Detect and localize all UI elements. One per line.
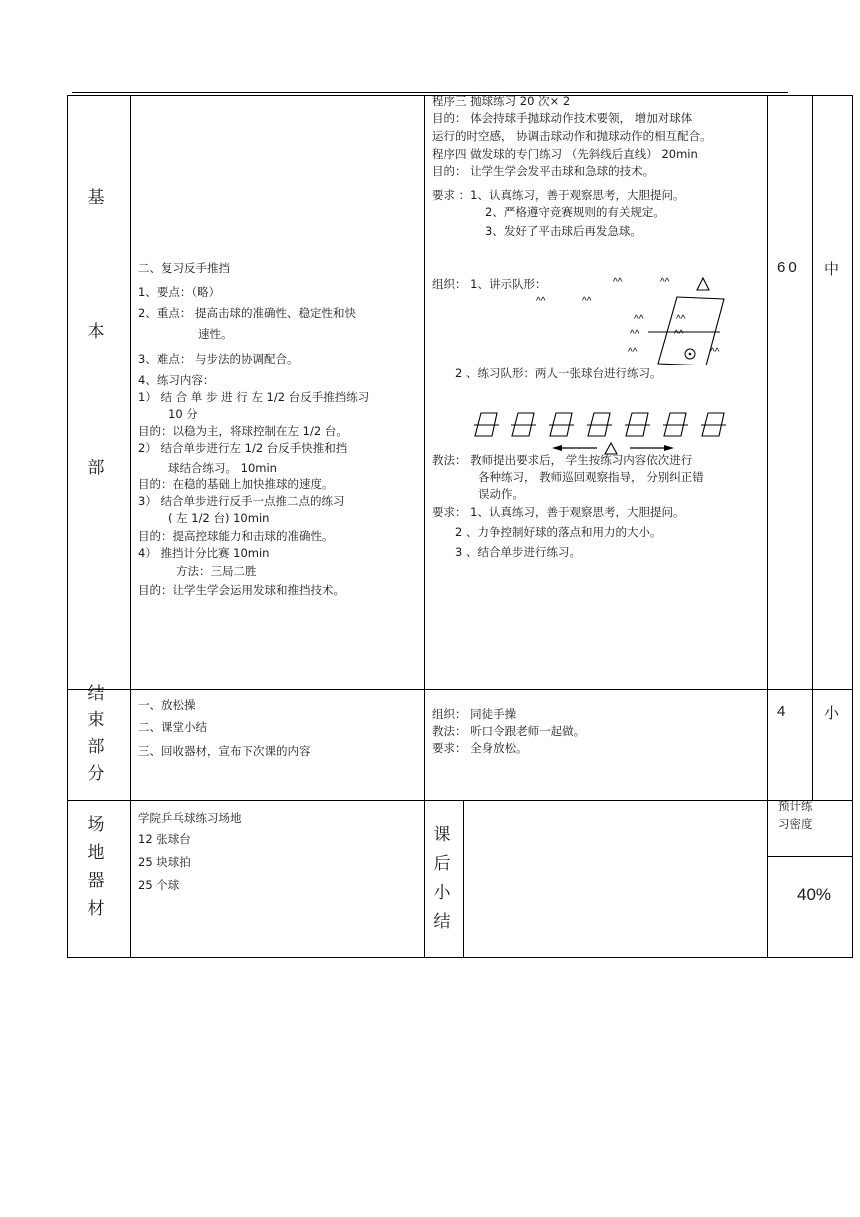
mark-8: ^^: [674, 329, 684, 340]
key-points: 1、要点：（略）: [138, 285, 221, 299]
basic-label-1: 基: [87, 188, 105, 208]
item-2-line-2: 球结合练习。 10min: [168, 461, 277, 475]
item-1-line-1: 1） 结 合 单 步 进 行 左 1/2 台反手推挡练习: [138, 390, 370, 404]
end-item-3: 三、回收器材，宣布下次课的内容: [138, 744, 311, 758]
formation-diagram: [520, 270, 740, 365]
difficulty: 3、难点： 与步法的协调配合。: [138, 352, 299, 366]
method-line-3: 误动作。: [478, 487, 524, 501]
table-left-border: [67, 95, 68, 957]
density-value: 40%: [797, 885, 832, 904]
col-divider-4: [812, 95, 813, 800]
table-right-border: [852, 95, 853, 957]
review-title: 二、复习反手推挡: [138, 261, 230, 275]
col-divider-summary: [463, 800, 464, 957]
basic-label-3: 部: [87, 458, 105, 478]
top-rule: [72, 92, 788, 93]
end-item-1: 一、放松操: [138, 698, 196, 712]
item-2-line-1: 2） 结合单步进行左 1/2 台反手快推和挡: [138, 441, 348, 455]
table-bottom-border: [67, 957, 853, 958]
end-item-2: 二、课堂小结: [138, 720, 207, 734]
require1-line-1: 要求 ：1、认真练习，善于观察思考，大胆提问。: [432, 188, 685, 202]
item-3-line-1: 3） 结合单步进行反手一点推二点的练习: [138, 494, 345, 508]
venue-balls: 25 个球: [138, 878, 180, 892]
summary-label-3: 小: [433, 883, 451, 903]
focus-line-1: 2、重点： 提高击球的准确性、稳定性和快: [138, 306, 356, 320]
item-4-purpose: 目的：让学生学会运用发球和推挡技术。: [138, 583, 345, 597]
mark-6: ^^: [676, 314, 686, 325]
mark-9: ^^: [628, 347, 638, 358]
density-label-2: 习密度: [778, 817, 813, 831]
coach-triangle-icon: [697, 278, 709, 290]
summary-label-1: 课: [433, 825, 451, 845]
mark-1: ^^: [613, 277, 623, 288]
focus-line-2: 速性。: [198, 327, 233, 341]
item-2-purpose: 目的：在稳的基础上加快推球的速度。: [138, 477, 334, 491]
practice-content: 4、练习内容：: [138, 373, 215, 387]
end-time: 4: [777, 703, 786, 720]
col-divider-1: [130, 95, 131, 957]
row-divider-2: [67, 800, 853, 801]
require2-line-3: 3 、结合单步进行练习。: [455, 545, 581, 559]
method-line-2: 各种练习， 教师巡回观察指导， 分别纠正错: [478, 470, 704, 484]
venue-label-2: 地: [87, 843, 105, 863]
end-label-4: 分: [87, 764, 105, 784]
end-intensity: 小: [824, 704, 840, 722]
require1-line-2: 2、严格遵守竞赛规则的有关规定。: [485, 205, 665, 219]
venue-label-1: 场: [87, 815, 105, 835]
require2-line-1: 要求： 1、认真练习，善于观察思考，大胆提问。: [432, 505, 685, 519]
venue-rackets: 25 块球拍: [138, 855, 191, 869]
mark-2: ^^: [660, 277, 670, 288]
mark-4: ^^: [582, 296, 592, 307]
basic-time: 60: [777, 259, 800, 276]
item-1-purpose: 目的：以稳为主，将球控制在左 1/2 台。: [138, 424, 348, 438]
proc3-purpose-2: 运行的时空感， 协调击球动作和抛球动作的相互配合。: [432, 129, 712, 143]
item-3-purpose: 目的：提高控球能力和击球的准确性。: [138, 529, 334, 543]
row-divider-1: [67, 689, 853, 690]
item-1-line-2: 10 分: [168, 407, 198, 421]
org-formation-1: 组织： 1、讲示队形：: [432, 277, 547, 291]
venue-tables: 12 张球台: [138, 832, 191, 846]
col-divider-2: [424, 95, 425, 957]
require2-line-2: 2 、力争控制好球的落点和用力的大小。: [455, 525, 662, 539]
item-3-line-2: ( 左 1/2 台) 10min: [168, 511, 270, 525]
venue-place: 学院乒乓球练习场地: [138, 811, 242, 825]
col-divider-3: [767, 95, 768, 957]
density-divider: [767, 856, 853, 857]
end-method: 教法： 听口令跟老师一起做。: [432, 724, 586, 738]
end-require: 要求： 全身放松。: [432, 741, 528, 755]
mark-7: ^^: [630, 329, 640, 340]
summary-label-4: 结: [433, 912, 451, 932]
summary-label-2: 后: [433, 854, 451, 874]
basic-label-2: 本: [87, 322, 105, 342]
venue-label-4: 材: [87, 899, 105, 919]
mark-5: ^^: [634, 314, 644, 325]
proc3-title: 程序三 抛球练习 20 次× 2: [432, 94, 571, 108]
method-line-1: 教法： 教师提出要求后， 学生按练习内容依次进行: [432, 453, 693, 467]
end-label-1: 结: [87, 684, 105, 704]
end-org: 组织： 同徒手操: [432, 707, 517, 721]
basic-intensity: 中: [824, 260, 840, 278]
end-label-3: 部: [87, 737, 105, 757]
item-4-line-1: 4） 推挡计分比赛 10min: [138, 546, 270, 560]
end-label-2: 束: [87, 710, 105, 730]
mark-10: ^^: [710, 347, 720, 358]
venue-label-3: 器: [87, 871, 105, 891]
org-formation-2: 2 、练习队形：两人一张球台进行练习。: [455, 366, 662, 380]
proc4-title: 程序四 做发球的专门练习 （先斜线后直线） 20min: [432, 147, 698, 161]
proc4-purpose: 目的： 让学生学会发平击球和急球的技术。: [432, 164, 655, 178]
mark-3: ^^: [536, 296, 546, 307]
density-label-1: 预计练: [778, 799, 813, 813]
item-4-method: 方法：三局二胜: [176, 564, 257, 578]
require1-line-3: 3、发好了平击球后再发急球。: [485, 224, 642, 238]
proc3-purpose-1: 目的： 体会持球手抛球动作技术要领， 增加对球体: [432, 111, 693, 125]
